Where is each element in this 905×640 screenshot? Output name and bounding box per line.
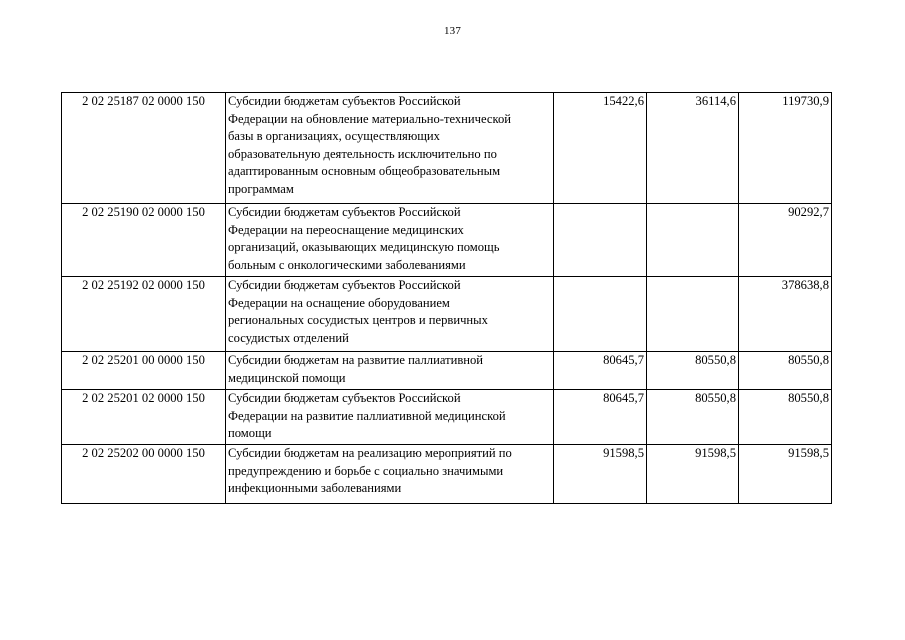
amount-year2-cell: 91598,5 [647, 445, 739, 504]
income-name-line: программам [228, 181, 294, 196]
budget-code-cell: 2 02 25192 02 0000 150 [62, 277, 226, 352]
table-row [62, 93, 832, 204]
table-row [62, 204, 832, 277]
income-name-line: предупреждению и борьбе с социально значимыми [228, 463, 504, 478]
amount-year1-cell [554, 204, 647, 277]
amount-year2-cell [647, 277, 739, 352]
income-name-line: Федерации на развитие паллиативной медицинской [228, 408, 506, 423]
amount-year3-cell: 91598,5 [739, 445, 832, 504]
budget-code-cell: 2 02 25201 00 0000 150 [62, 352, 226, 390]
income-name-cell [226, 390, 554, 445]
amount-year1-cell [554, 277, 647, 352]
amount-year3-cell: 80550,8 [739, 390, 832, 445]
income-name-line: Субсидии бюджетам субъектов Российской [228, 278, 461, 292]
budget-code-cell: 2 02 25202 00 0000 150 [62, 445, 226, 504]
income-name-line: Федерации на оснащение оборудованием [228, 295, 450, 310]
income-name-line: региональных сосудистых центров и первичных [228, 313, 488, 328]
amount-year3-cell: 80550,8 [739, 352, 832, 390]
income-name-line: Федерации на обновление материально-технической [228, 111, 511, 126]
amount-year2-cell: 36114,6 [647, 93, 739, 204]
income-name-line: Субсидии бюджетам на развитие паллиативной [228, 353, 484, 367]
income-name-line: Федерации на переоснащение медицинских [228, 222, 464, 237]
table-row [62, 445, 832, 504]
income-name-line: инфекционными заболеваниями [228, 481, 402, 496]
budget-table [61, 92, 832, 504]
income-name-cell [226, 204, 554, 277]
income-name-line: образовательную деятельность исключительно по [228, 146, 497, 161]
amount-year3-cell: 378638,8 [739, 277, 832, 352]
budget-code-cell: 2 02 25187 02 0000 150 [62, 93, 226, 204]
income-name-line: Субсидии бюджетам на реализацию мероприятий по [228, 446, 512, 460]
amount-year2-cell: 80550,8 [647, 390, 739, 445]
budget-code-cell: 2 02 25201 02 0000 150 [62, 390, 226, 445]
amount-year1-cell: 80645,7 [554, 352, 647, 390]
income-name-line: помощи [228, 426, 272, 441]
income-name-line: Субсидии бюджетам субъектов Российской [228, 205, 461, 219]
budget-code-cell: 2 02 25190 02 0000 150 [62, 204, 226, 277]
table-row [62, 390, 832, 445]
income-name-line: больным с онкологическими заболеваниями [228, 257, 466, 272]
income-name-line: медицинской помощи [228, 370, 346, 385]
amount-year3-cell: 119730,9 [739, 93, 832, 204]
income-name-line: сосудистых отделений [228, 330, 349, 345]
amount-year1-cell: 91598,5 [554, 445, 647, 504]
income-name-line: базы в организациях, осуществляющих [228, 129, 440, 144]
income-name-line: адаптированным основным общеобразовательным [228, 164, 501, 179]
income-name-cell [226, 352, 554, 390]
amount-year2-cell: 80550,8 [647, 352, 739, 390]
income-name-cell [226, 445, 554, 504]
amount-year1-cell: 15422,6 [554, 93, 647, 204]
income-name-cell [226, 277, 554, 352]
page-number: 137 [443, 25, 462, 37]
amount-year1-cell: 80645,7 [554, 390, 647, 445]
table-row [62, 277, 832, 352]
income-name-line: Субсидии бюджетам субъектов Российской [228, 391, 461, 405]
income-name-cell [226, 93, 554, 204]
amount-year3-cell: 90292,7 [739, 204, 832, 277]
amount-year2-cell [647, 204, 739, 277]
income-name-line: организаций, оказывающих медицинскую помощь [228, 240, 500, 255]
income-name-line: Субсидии бюджетам субъектов Российской [228, 94, 461, 108]
table-row [62, 352, 832, 390]
